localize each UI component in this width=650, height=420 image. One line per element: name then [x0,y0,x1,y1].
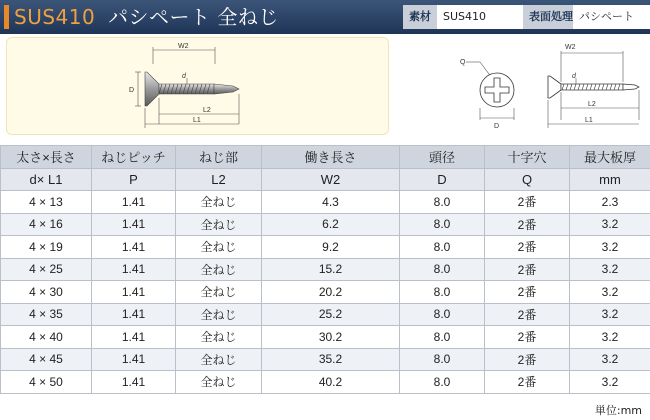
table-cell: 全ねじ [176,236,262,259]
d-side-label: d [572,73,576,80]
table-cell: 9.2 [262,236,400,259]
table-cell: 2番 [485,303,570,326]
table-cell: 1.41 [92,281,176,304]
table-cell: 4 × 50 [1,371,92,394]
product-grade: SUS410 [14,5,96,29]
q-label: Q [460,59,466,66]
table-cell: 1.41 [92,348,176,371]
table-cell: 全ねじ [176,326,262,349]
table-cell: 全ねじ [176,281,262,304]
finish-label: 表面処理 [523,5,573,29]
table-cell: 1.41 [92,303,176,326]
table-cell: 4 × 30 [1,281,92,304]
col-sub-head-dia: D [400,168,485,191]
table-cell: 1.41 [92,213,176,236]
table-row [1,371,650,394]
table-cell: 1.41 [92,236,176,259]
header-accent-bar [4,5,9,29]
table-cell: 3.2 [570,258,650,281]
subheader-row [1,168,650,191]
table-cell: 1.41 [92,371,176,394]
table-cell: 8.0 [400,303,485,326]
table-cell: 4 × 35 [1,303,92,326]
l1-side-label: L1 [585,117,593,124]
table-cell: 2番 [485,348,570,371]
col-sub-pitch: P [92,168,176,191]
table-cell: 全ねじ [176,258,262,281]
table-cell: 1.41 [92,191,176,214]
table-cell: 2.3 [570,191,650,214]
table-cell: 1.41 [92,326,176,349]
col-header-working-length: 働き長さ [262,146,400,169]
table-cell: 25.2 [262,303,400,326]
table-row [1,236,650,259]
col-sub-thread: L2 [176,168,262,191]
table-cell: 2番 [485,258,570,281]
col-header-head-dia: 頭径 [400,146,485,169]
col-header-cross-recess: 十字穴 [485,146,570,169]
table-cell: 3.2 [570,303,650,326]
col-header-max-plate: 最大板厚 [570,146,650,169]
table-cell: 2番 [485,281,570,304]
product-title [14,3,279,31]
table-cell: 2番 [485,326,570,349]
col-sub-max-plate: mm [570,168,650,191]
screw-photo-panel [6,37,389,135]
table-cell: 40.2 [262,371,400,394]
table-row [1,348,650,371]
table-row [1,303,650,326]
table-row [1,326,650,349]
table-cell: 15.2 [262,258,400,281]
dimension-drawings [0,34,650,142]
table-cell: 3.2 [570,213,650,236]
table-cell: 8.0 [400,348,485,371]
spec-table [0,145,650,394]
d-topview-label: D [494,123,500,130]
table-cell: 3.2 [570,281,650,304]
table-cell: 8.0 [400,213,485,236]
material-label: 素材 [403,5,437,29]
l2-side-label: L2 [588,101,596,108]
table-row [1,258,650,281]
screw-photo [7,38,390,136]
w2-label: W2 [178,43,189,50]
table-cell: 4.3 [262,191,400,214]
table-cell: 3.2 [570,371,650,394]
dimension-diagram [440,38,650,138]
table-cell: 6.2 [262,213,400,236]
table-cell: 全ねじ [176,191,262,214]
table-cell: 8.0 [400,281,485,304]
table-cell: 8.0 [400,258,485,281]
table-cell: 2番 [485,191,570,214]
table-cell: 全ねじ [176,348,262,371]
table-cell: 全ねじ [176,303,262,326]
table-cell: 8.0 [400,371,485,394]
table-row [1,191,650,214]
table-cell: 4 × 16 [1,213,92,236]
header-row [1,146,650,169]
d-thread-label: d [182,73,186,80]
col-sub-size: d× L1 [1,168,92,191]
table-cell: 4 × 13 [1,191,92,214]
table-cell: 2番 [485,213,570,236]
col-header-pitch: ねじピッチ [92,146,176,169]
product-name: パシペート 全ねじ [108,5,279,29]
table-cell: 4 × 45 [1,348,92,371]
col-sub-working-length: W2 [262,168,400,191]
unit-note: 単位:mm [594,404,642,417]
table-row [1,281,650,304]
table-cell: 4 × 19 [1,236,92,259]
col-sub-cross-recess: Q [485,168,570,191]
table-cell: 8.0 [400,191,485,214]
table-cell: 8.0 [400,326,485,349]
table-cell: 3.2 [570,236,650,259]
table-cell: 35.2 [262,348,400,371]
product-header [0,0,650,34]
w2-side-label: W2 [565,44,576,51]
finish-value: パシペート [573,5,650,29]
table-cell: 4 × 40 [1,326,92,349]
material-value: SUS410 [437,5,523,29]
table-cell: 2番 [485,236,570,259]
table-cell: 全ねじ [176,213,262,236]
l2-label: L2 [203,107,211,114]
table-cell: 1.41 [92,258,176,281]
l1-label: L1 [193,117,201,124]
table-cell: 3.2 [570,348,650,371]
table-cell: 30.2 [262,326,400,349]
table-cell: 3.2 [570,326,650,349]
col-header-size: 太さ×長さ [1,146,92,169]
table-row [1,213,650,236]
table-cell: 2番 [485,371,570,394]
table-cell: 全ねじ [176,371,262,394]
table-cell: 4 × 25 [1,258,92,281]
spec-table-body [1,191,650,394]
table-cell: 20.2 [262,281,400,304]
d-head-label: D [129,87,135,94]
table-cell: 8.0 [400,236,485,259]
col-header-thread: ねじ部 [176,146,262,169]
